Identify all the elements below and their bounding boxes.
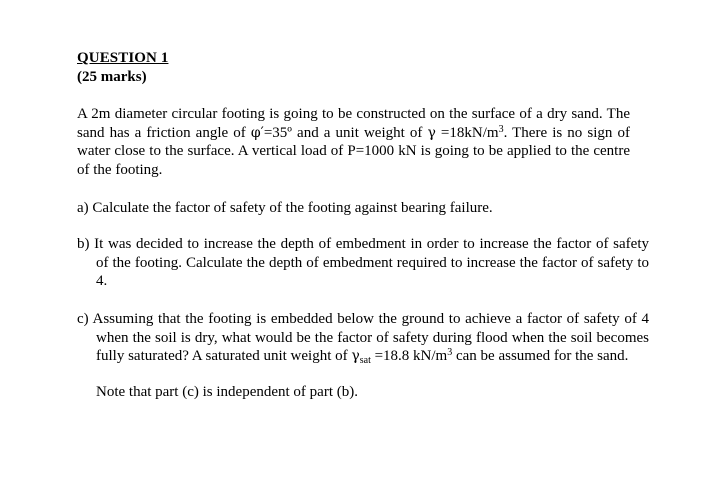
intro-text-1: A 2m diameter circular footing is going to be constructed on the surface of a dry sand. The sand has a friction angle of [77,106,630,141]
cube-superscript: 3 [498,123,504,135]
part-note: Note that part (c) is independent of part (b). [96,384,358,400]
intro-text-3: =18kN/m [435,124,499,141]
intro-text-2: =35º and a unit weight of [263,124,428,141]
part-c-text-1: c) Assuming that the footing is embedded below the ground to achieve a factor of safety of 4 when the soil is dry, what would be the factor of safety during flood when the soil becomes fully saturated? A saturated unit weight of [77,311,649,365]
question-intro [77,105,630,179]
part-a: a) Calculate the factor of safety of the footing against bearing failure. [77,200,493,216]
question-title: QUESTION 1 [77,50,169,66]
sat-subscript: sat [359,355,371,367]
cube-superscript: 3 [447,347,453,359]
part-c [77,310,649,366]
phi-symbol: φ′ [250,124,264,141]
question-marks: (25 marks) [77,69,147,85]
part-b: b) It was decided to increase the depth of embedment in order to increase the factor of safety of the footing. Calculate the depth of embedment required to increase the factor of safety to 4. [77,236,649,290]
part-c-text-3: can be assumed for the sand. [452,348,629,365]
gamma-sat-symbol: γ [351,348,360,365]
intro-text-4: . There is no sign of water close to the surface. A vertical load of P=1000 kN is going to be applied to the centre of the footing. [77,124,630,178]
gamma-symbol: γ [427,124,436,141]
part-c-text-2: =18.8 kN/m [370,348,448,365]
